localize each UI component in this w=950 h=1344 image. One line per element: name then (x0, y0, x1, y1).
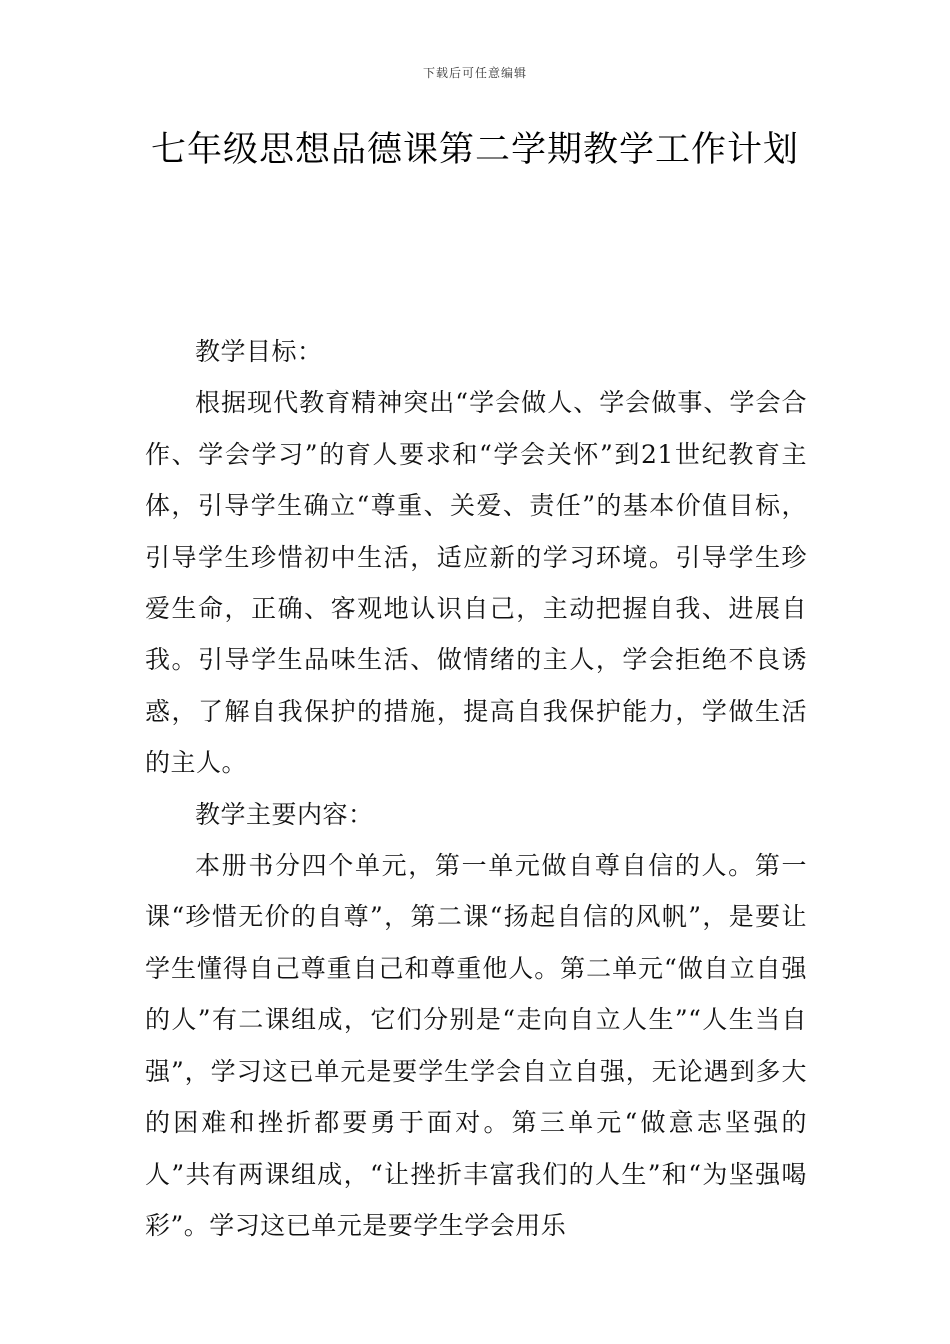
section-heading-main-content: 教学主要内容： (195, 799, 374, 829)
paragraph-main-content: 本册书分四个单元，第一单元做自尊自信的人。第一课“珍惜无价的自尊”，第二课“扬起自信的风帆”，是要让学生懂得自己尊重自己和尊重他人。第二单元“做自立自强的人”有二课组成，它们分别是“走向自立人生”“人生当自强”，学习这已单元是要学生学会自立自强，无论遇到多大的困难和挫折都要勇于面对。第三单元“做意志坚强的人”共有两课组成，“让挫折丰富我们的人生”和“为坚强喝彩”。学习这已单元是要学生学会用乐 (145, 851, 807, 1240)
document-title: 七年级思想品德课第二学期教学工作计划 (150, 130, 799, 170)
header-note: 下载后可任意编辑 (422, 66, 527, 80)
paragraph-teaching-goals: 根据现代教育精神突出“学会做人、学会做事、学会合作、学会学习”的育人要求和“学会关怀”到21世纪教育主体，引导学生确立“尊重、关爱、责任”的基本价值目标，引导学生珍惜初中生活，适应新的学习环境。引导学生珍爱生命，正确、客观地认识自己，主动把握自我、进展自我。引导学生品味生活、做情绪的主人，学会拒绝不良诱惑，了解自我保护的措施，提高自我保护能力，学做生活的主人。 (145, 388, 807, 778)
document-body (145, 326, 807, 1251)
section-heading-teaching-goals: 教学目标： (195, 337, 323, 366)
